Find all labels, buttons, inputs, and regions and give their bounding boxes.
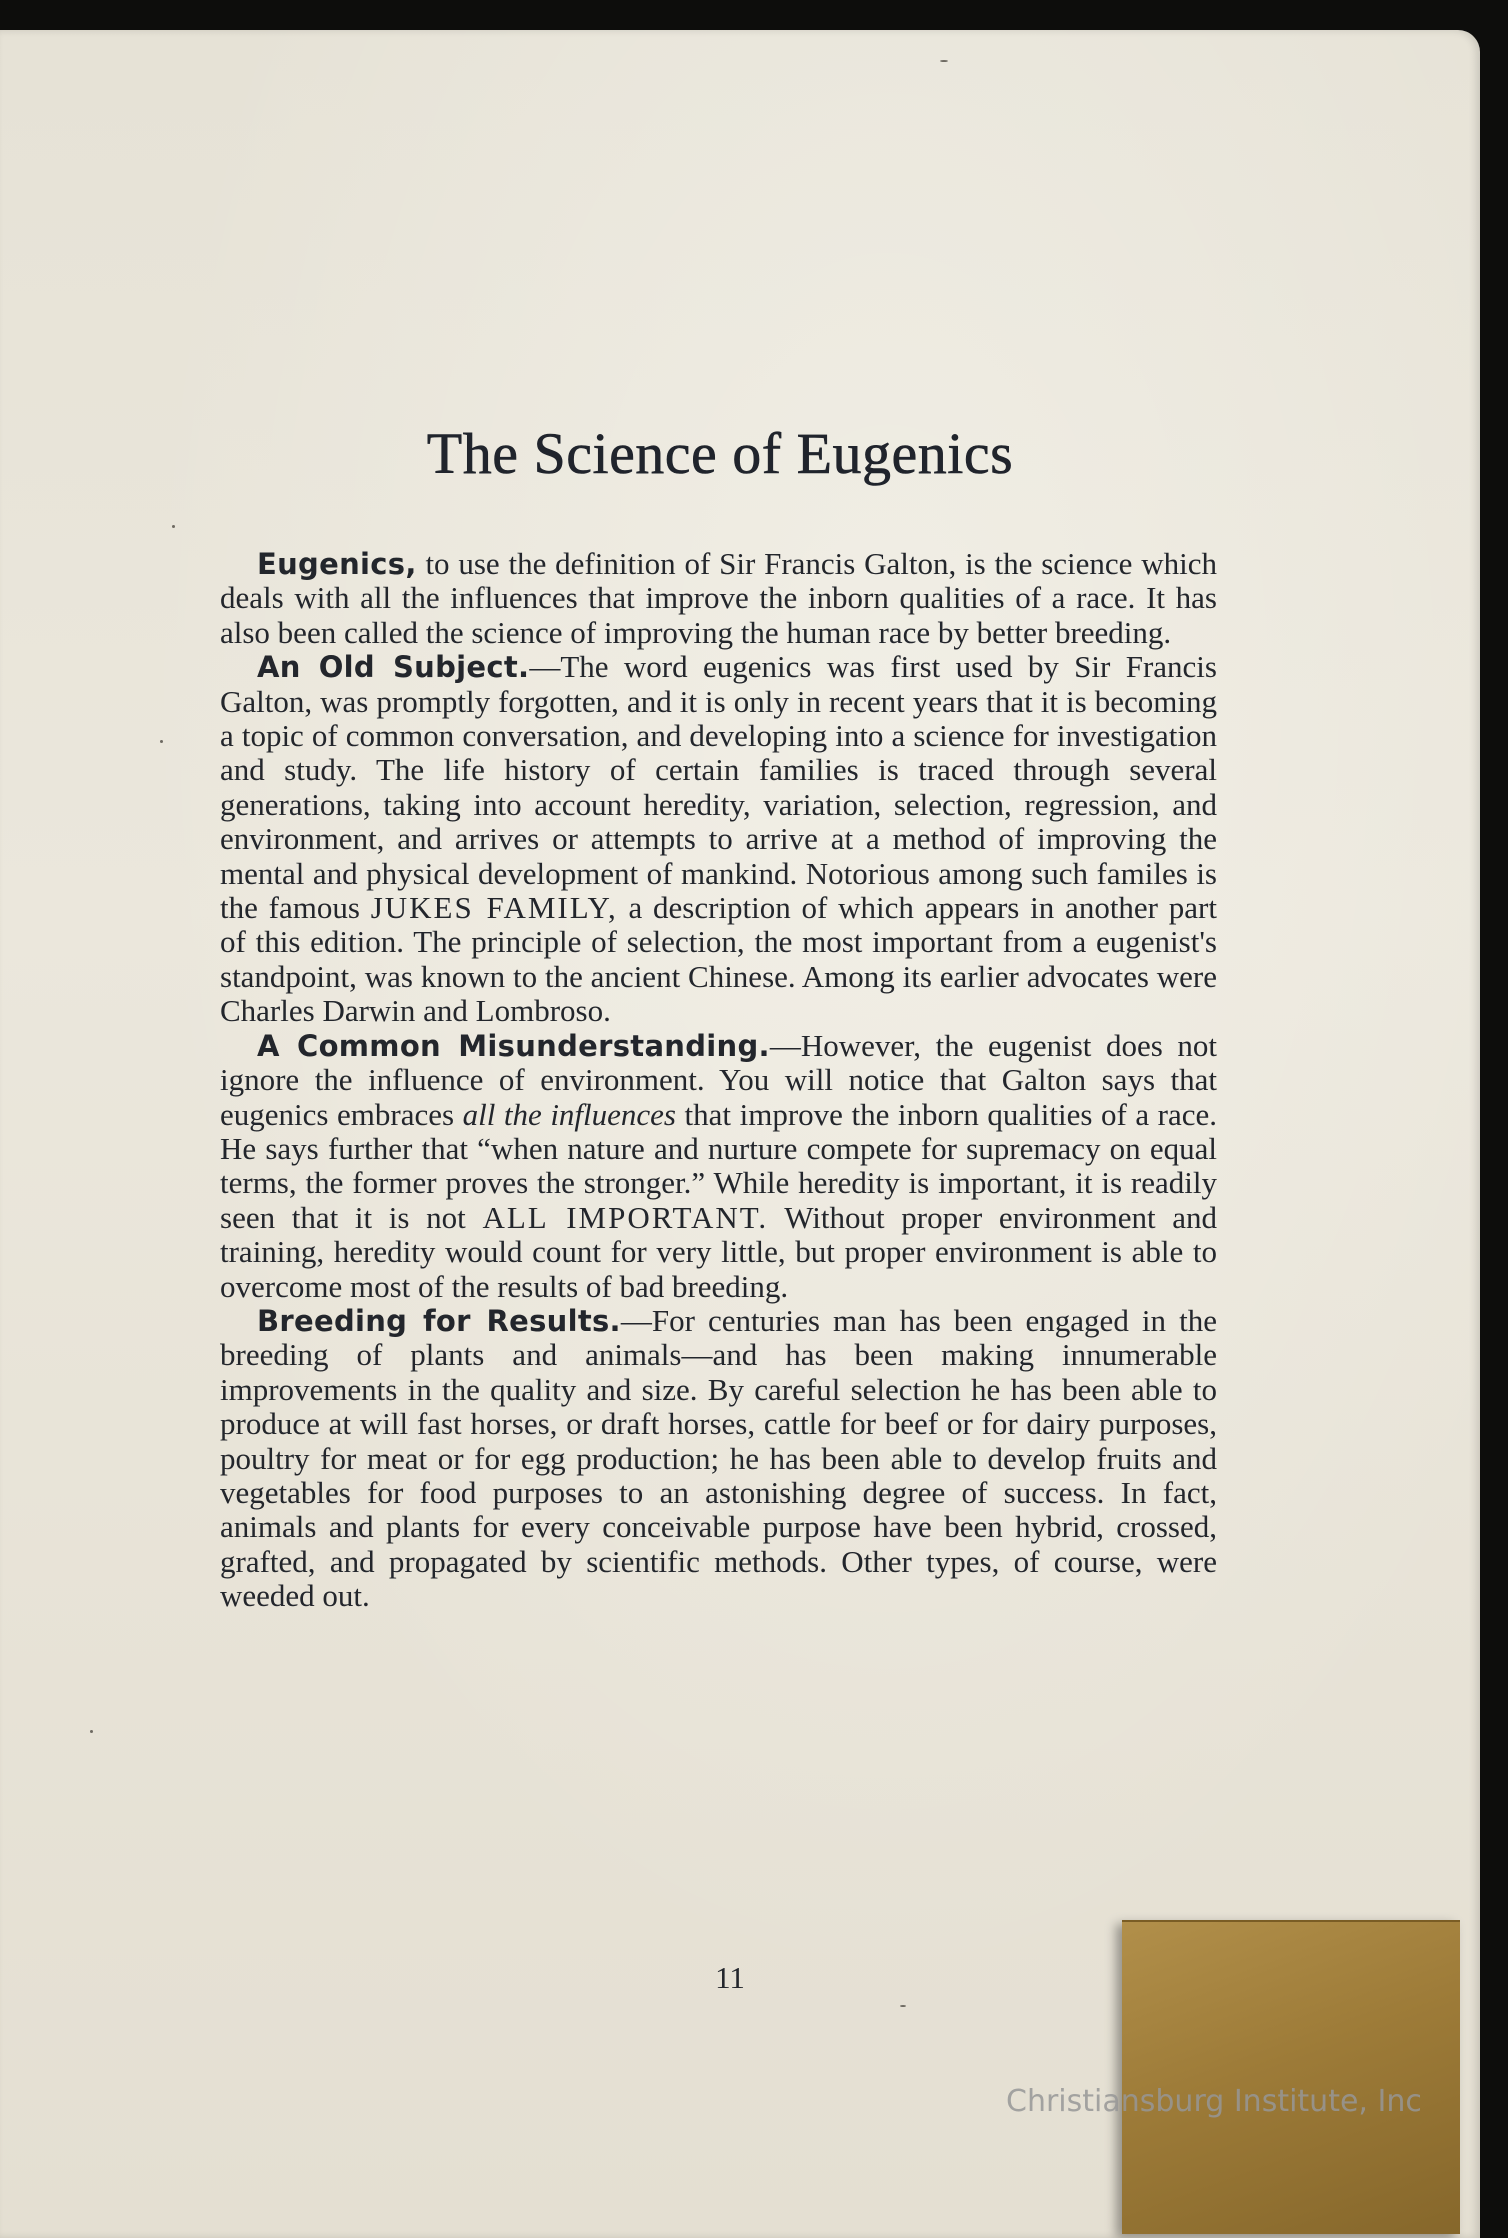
paper-speck (160, 740, 163, 743)
paper-speck (940, 60, 948, 62)
watermark: Christiansburg Institute, Inc (1006, 2084, 1422, 2119)
emphasis-caps: JUKES FAMILY, (370, 890, 618, 926)
paragraph-text: —However, the eugenist does not ignore the influence of environment. You will notice that Galton says that eugenics embraces (220, 1027, 1217, 1132)
paper-speck (172, 525, 175, 528)
paragraph-text: Without proper environment and training, heredity would count for very little, but proper environment is able to overcome most of the results of bad breeding. (220, 1199, 1217, 1304)
paragraph-lead: Breeding for Results. (257, 1303, 621, 1338)
gold-page-tab (1122, 1920, 1460, 2234)
paragraph-text: to use the definition of Sir Francis Galton, is the science which deals with all the influences that improve the inborn qualities of a race. It has also been called the science of improving the human race by better breeding. (220, 546, 1217, 650)
emphasis-caps: ALL IMPORTANT. (482, 1199, 769, 1235)
paragraph-old-subject (220, 650, 1217, 1028)
paragraph-text: a description of which appears in another part of this edition. The principle of selection, the most important from a eugenist's standpoint, was known to the ancient Chinese. Among its earlier advocates were Charles Darwin and Lombroso. (220, 890, 1217, 1029)
paragraph-lead: A Common Misunderstanding. (257, 1028, 770, 1063)
paragraph-eugenics-definition (220, 547, 1217, 650)
paper-speck (900, 2005, 906, 2007)
paragraph-text: —For centuries man has been engaged in the breeding of plants and animals—and has been making innumerable improvements in the quality and size. By careful selection he has been able to produce at will fast horses, or draft horses, cattle for beef or for dairy purposes, poultry for meat or for egg production; he has been able to develop fruits and vegetables for food purposes to an astonishing degree of success. In fact, animals and plants for every conceivable purpose have been hybrid, crossed, grafted, and propagated by scientific methods. Other types, of course, were weeded out. (220, 1302, 1217, 1614)
paragraph-text: that improve the inborn qualities of a race. He says further that “when nature and nurture compete for supremacy on equal terms, the former proves the stronger.” While heredity is important, it is readily seen that it is not (220, 1096, 1217, 1235)
page-number: 11 (715, 1960, 745, 1995)
page-title: The Science of Eugenics (426, 421, 1014, 486)
paragraph-text: —The word eugenics was first used by Sir Francis Galton, was promptly forgotten, and it is only in recent years that it is becoming a topic of common conversation, and developing into a science for investigation and study. The life history of certain families is traced through several generations, taking into account heredity, variation, selection, regression, and environment, and arrives or attempts to arrive at a method of improving the mental and physical development of mankind. Notorious among such familes is the famous (220, 649, 1217, 926)
paragraph-lead: An Old Subject. (257, 650, 530, 685)
paragraph-lead: Eugenics, (257, 547, 417, 581)
article-body (220, 547, 1217, 1614)
paper-speck (90, 1730, 93, 1733)
paragraph-breeding-for-results (220, 1304, 1217, 1614)
paragraph-common-misunderstanding (220, 1029, 1217, 1304)
book-page (0, 30, 1480, 2238)
emphasis-italic: all the influences (462, 1096, 676, 1132)
